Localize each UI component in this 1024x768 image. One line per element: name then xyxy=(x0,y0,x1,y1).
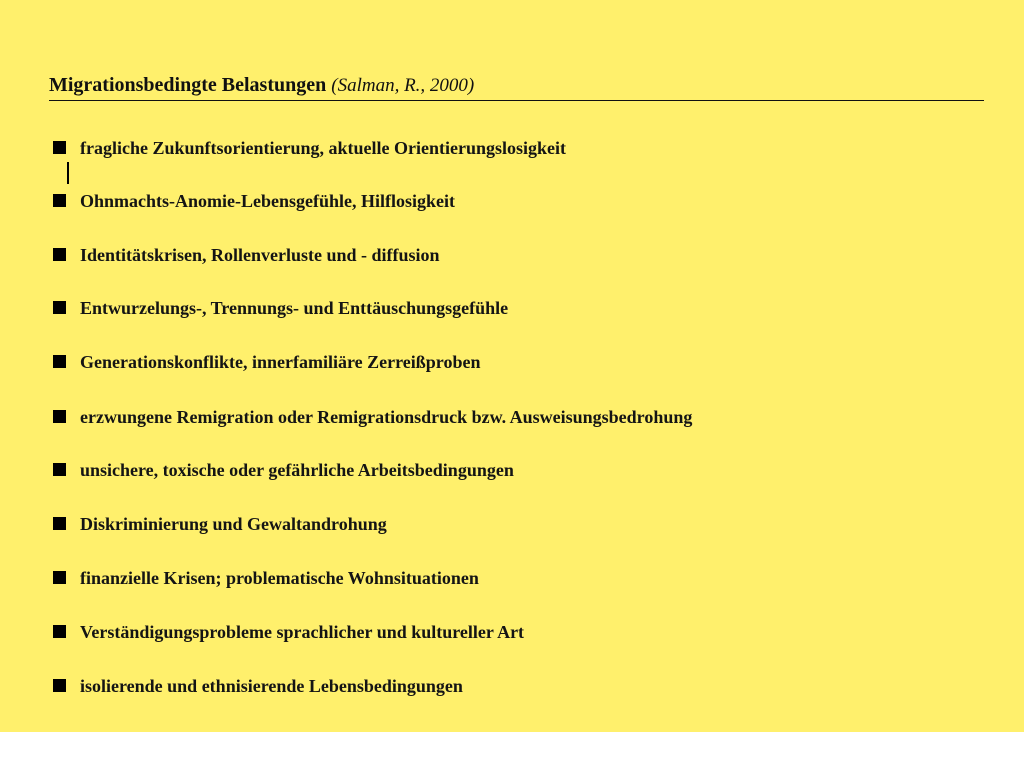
list-item[interactable] xyxy=(53,347,480,377)
list-item[interactable] xyxy=(53,671,463,701)
bullet-text: Generationskonflikte, innerfamiliäre Zerreißproben xyxy=(80,352,481,372)
list-item[interactable] xyxy=(53,293,508,323)
list-item[interactable] xyxy=(53,133,566,163)
square-bullet-icon xyxy=(53,571,66,584)
square-bullet-icon xyxy=(53,141,66,154)
bullet-text: unsichere, toxische oder gefährliche Arbeitsbedingungen xyxy=(80,460,514,480)
square-bullet-icon xyxy=(53,301,66,314)
list-item[interactable] xyxy=(53,455,514,485)
bullet-text: finanzielle Krisen; problematische Wohnsituationen xyxy=(80,568,479,588)
bullet-text: Identitätskrisen, Rollenverluste und - diffusion xyxy=(80,245,440,265)
bullet-text: erzwungene Remigration oder Remigrationsdruck bzw. Ausweisungsbedrohung xyxy=(80,407,693,427)
list-item[interactable] xyxy=(53,186,455,216)
square-bullet-icon xyxy=(53,194,66,207)
square-bullet-icon xyxy=(53,517,66,530)
square-bullet-icon xyxy=(53,679,66,692)
list-item[interactable] xyxy=(53,563,479,593)
slide-title: Migrationsbedingte Belastungen xyxy=(49,74,327,96)
text-cursor xyxy=(67,162,69,184)
bullet-text: Ohnmachts-Anomie-Lebensgefühle, Hilflosigkeit xyxy=(80,191,456,211)
list-item[interactable] xyxy=(53,509,387,539)
bullet-text: Entwurzelungs-, Trennungs- und Enttäuschungsgefühle xyxy=(80,298,509,318)
list-item[interactable] xyxy=(53,402,692,432)
square-bullet-icon xyxy=(53,463,66,476)
square-bullet-icon xyxy=(53,625,66,638)
list-item[interactable] xyxy=(53,617,524,647)
bullet-text: Diskriminierung und Gewaltandrohung xyxy=(80,514,387,534)
list-item[interactable] xyxy=(53,240,440,270)
square-bullet-icon xyxy=(53,355,66,368)
square-bullet-icon xyxy=(53,410,66,423)
square-bullet-icon xyxy=(53,248,66,261)
slide-heading xyxy=(49,74,984,101)
bullet-text: Verständigungsprobleme sprachlicher und kultureller Art xyxy=(80,622,525,642)
bullet-text: fragliche Zukunftsorientierung, aktuelle Orientierungslosigkeit xyxy=(80,138,566,158)
bullet-text: isolierende und ethnisierende Lebensbedingungen xyxy=(80,676,463,696)
title-citation: (Salman, R., 2000) xyxy=(331,75,475,96)
